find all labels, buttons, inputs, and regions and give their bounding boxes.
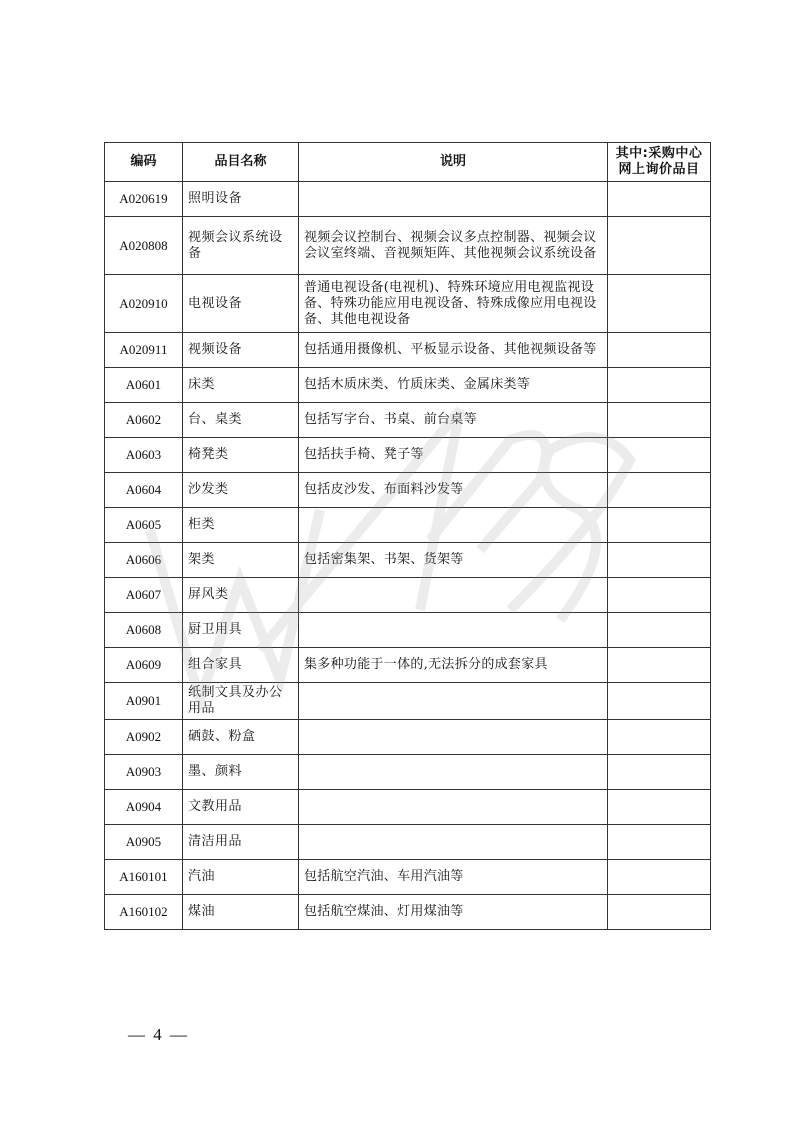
table-row [105, 275, 711, 333]
cell-description [299, 825, 608, 860]
cell-description: 包括写字台、书桌、前台桌等 [299, 403, 608, 438]
cell-code: A160102 [105, 895, 183, 930]
cell-online-inquiry [608, 368, 711, 403]
cell-item-name: 沙发类 [183, 473, 299, 508]
cell-code: A0609 [105, 648, 183, 683]
cell-code: A020911 [105, 333, 183, 368]
cell-description [299, 578, 608, 613]
table-row [105, 755, 711, 790]
cell-item-name: 文教用品 [183, 790, 299, 825]
cell-description: 包括航空煤油、灯用煤油等 [299, 895, 608, 930]
cell-item-name: 汽油 [183, 860, 299, 895]
cell-item-name: 视频设备 [183, 333, 299, 368]
cell-description: 包括通用摄像机、平板显示设备、其他视频设备等 [299, 333, 608, 368]
table-row [105, 895, 711, 930]
cell-item-name: 屏风类 [183, 578, 299, 613]
cell-item-name: 床类 [183, 368, 299, 403]
cell-item-name: 厨卫用具 [183, 613, 299, 648]
header-code: 编码 [105, 143, 183, 182]
cell-description [299, 508, 608, 543]
cell-description [299, 755, 608, 790]
cell-item-name: 照明设备 [183, 182, 299, 217]
cell-code: A0603 [105, 438, 183, 473]
cell-online-inquiry [608, 613, 711, 648]
table-row [105, 648, 711, 683]
cell-description [299, 720, 608, 755]
cell-item-name: 椅凳类 [183, 438, 299, 473]
header-description: 说明 [299, 143, 608, 182]
cell-code: A0602 [105, 403, 183, 438]
cell-online-inquiry [608, 755, 711, 790]
table-row [105, 333, 711, 368]
cell-description [299, 683, 608, 720]
cell-item-name: 视频会议系统设备 [183, 217, 299, 275]
cell-item-name: 纸制文具及办公用品 [183, 683, 299, 720]
cell-code: A020808 [105, 217, 183, 275]
cell-item-name: 硒鼓、粉盒 [183, 720, 299, 755]
cell-description: 集多种功能于一体的,无法拆分的成套家具 [299, 648, 608, 683]
cell-code: A160101 [105, 860, 183, 895]
cell-item-name: 组合家具 [183, 648, 299, 683]
cell-online-inquiry [608, 182, 711, 217]
cell-description: 包括航空汽油、车用汽油等 [299, 860, 608, 895]
cell-online-inquiry [608, 543, 711, 578]
cell-online-inquiry [608, 275, 711, 333]
table-row [105, 508, 711, 543]
table-row [105, 182, 711, 217]
cell-description [299, 790, 608, 825]
cell-online-inquiry [608, 683, 711, 720]
table-row [105, 825, 711, 860]
cell-item-name: 台、桌类 [183, 403, 299, 438]
cell-online-inquiry [608, 217, 711, 275]
cell-code: A0902 [105, 720, 183, 755]
cell-description: 普通电视设备(电视机)、特殊环境应用电视监视设备、特殊功能应用电视设备、特殊成像应用电视设备、其他电视设备 [299, 275, 608, 333]
page-number: — 4 — [128, 1025, 189, 1044]
cell-code: A0608 [105, 613, 183, 648]
table-row [105, 368, 711, 403]
table-header-row [105, 143, 711, 182]
header-name: 品目名称 [183, 143, 299, 182]
cell-online-inquiry [608, 403, 711, 438]
table-row [105, 438, 711, 473]
table-row [105, 217, 711, 275]
cell-online-inquiry [608, 438, 711, 473]
table-row [105, 403, 711, 438]
procurement-catalog-table [104, 142, 711, 930]
cell-online-inquiry [608, 790, 711, 825]
cell-online-inquiry [608, 473, 711, 508]
table-body [105, 182, 711, 930]
cell-description: 包括密集架、书架、货架等 [299, 543, 608, 578]
cell-item-name: 柜类 [183, 508, 299, 543]
table-row [105, 720, 711, 755]
table-row [105, 578, 711, 613]
cell-code: A020910 [105, 275, 183, 333]
table-row [105, 860, 711, 895]
table-row [105, 683, 711, 720]
cell-description [299, 182, 608, 217]
cell-item-name: 墨、颜料 [183, 755, 299, 790]
cell-code: A0605 [105, 508, 183, 543]
cell-code: A0904 [105, 790, 183, 825]
table-row [105, 790, 711, 825]
cell-code: A020619 [105, 182, 183, 217]
cell-description: 视频会议控制台、视频会议多点控制器、视频会议会议室终端、音视频矩阵、其他视频会议系统设备 [299, 217, 608, 275]
cell-online-inquiry [608, 895, 711, 930]
cell-online-inquiry [608, 648, 711, 683]
cell-online-inquiry [608, 720, 711, 755]
table-row [105, 543, 711, 578]
cell-online-inquiry [608, 333, 711, 368]
cell-description: 包括皮沙发、布面料沙发等 [299, 473, 608, 508]
cell-description: 包括木质床类、竹质床类、金属床类等 [299, 368, 608, 403]
cell-online-inquiry [608, 860, 711, 895]
cell-item-name: 架类 [183, 543, 299, 578]
cell-code: A0607 [105, 578, 183, 613]
cell-description: 包括扶手椅、凳子等 [299, 438, 608, 473]
cell-item-name: 清洁用品 [183, 825, 299, 860]
table-row [105, 473, 711, 508]
cell-item-name: 电视设备 [183, 275, 299, 333]
cell-code: A0604 [105, 473, 183, 508]
cell-code: A0606 [105, 543, 183, 578]
cell-online-inquiry [608, 825, 711, 860]
table-row [105, 613, 711, 648]
cell-item-name: 煤油 [183, 895, 299, 930]
cell-description [299, 613, 608, 648]
cell-online-inquiry [608, 578, 711, 613]
cell-code: A0601 [105, 368, 183, 403]
cell-code: A0901 [105, 683, 183, 720]
cell-code: A0905 [105, 825, 183, 860]
cell-code: A0903 [105, 755, 183, 790]
cell-online-inquiry [608, 508, 711, 543]
header-online-inquiry: 其中:采购中心网上询价品目 [608, 143, 711, 182]
